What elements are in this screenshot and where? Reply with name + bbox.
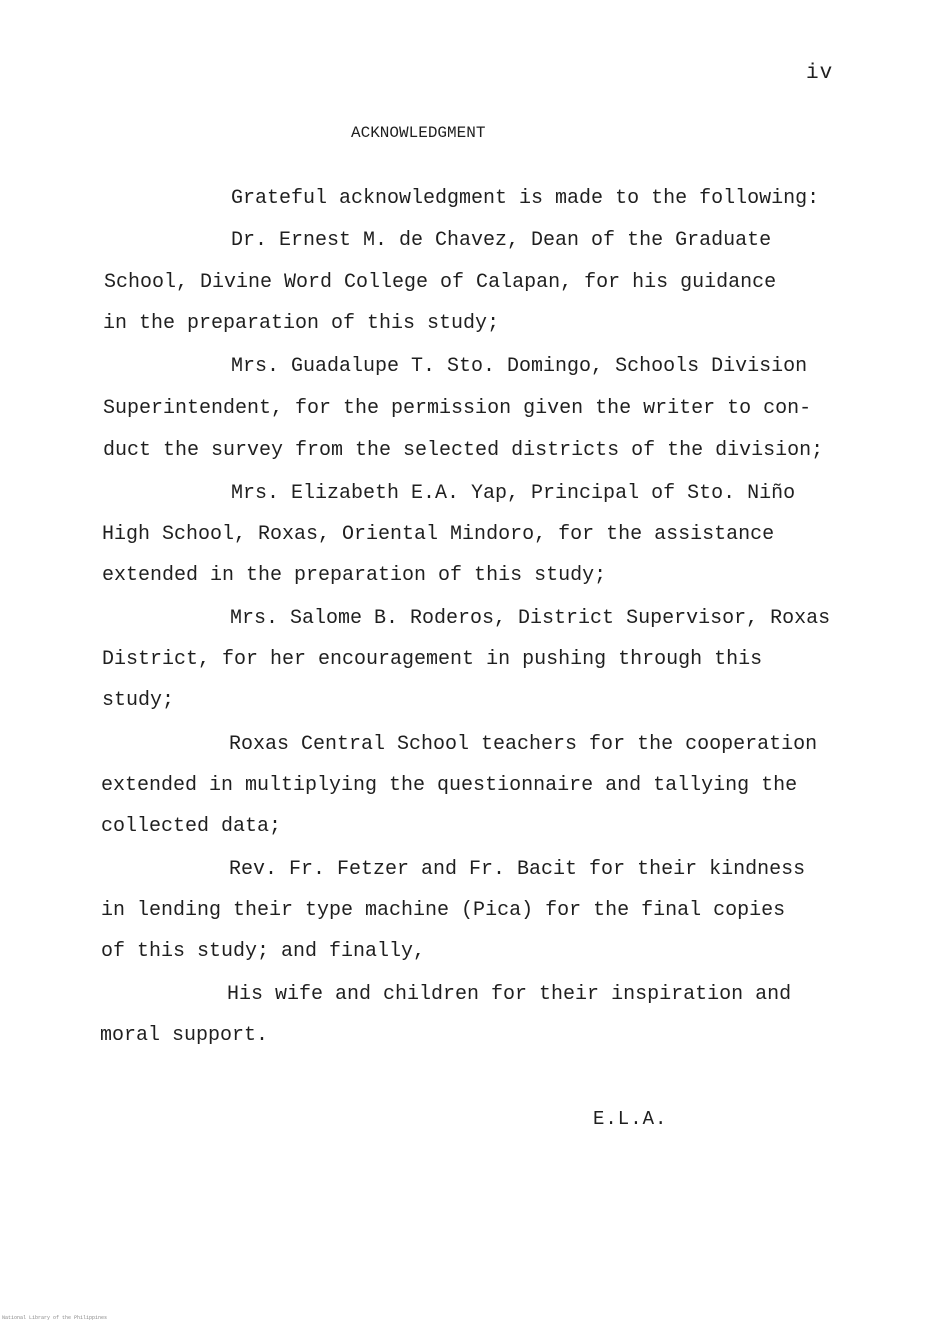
text-line: Mrs. Elizabeth E.A. Yap, Principal of Sto. Niño [231,482,796,505]
text-line: Rev. Fr. Fetzer and Fr. Bacit for their kindness [229,858,806,881]
text-line: Mrs. Salome B. Roderos, District Supervisor, Roxas [230,607,831,630]
page-title: ACKNOWLEDGMENT [351,124,486,142]
text-line: extended in multiplying the questionnaire and tallying the [101,774,798,797]
text-line: in lending their type machine (Pica) for the final copies [101,899,786,922]
page-number: iv [806,62,834,85]
text-line: collected data; [101,815,282,838]
text-line: School, Divine Word College of Calapan, for his guidance [104,271,777,294]
text-line: His wife and children for their inspiration and [227,983,792,1006]
text-line: Dr. Ernest M. de Chavez, Dean of the Graduate [231,229,772,252]
footer-note: National Library of the Philippines [2,1315,108,1321]
signature-initials: E.L.A. [593,1108,668,1130]
text-line: duct the survey from the selected districts of the division; [103,439,824,462]
text-line: moral support. [100,1024,269,1047]
text-line: in the preparation of this study; [103,312,500,335]
text-line: Mrs. Guadalupe T. Sto. Domingo, Schools Division [231,355,808,378]
text-line: District, for her encouragement in pushing through this [102,648,763,671]
text-line: Grateful acknowledgment is made to the following: [231,187,820,210]
text-line: Roxas Central School teachers for the cooperation [229,733,818,756]
text-line: High School, Roxas, Oriental Mindoro, for the assistance [102,523,775,546]
text-line: study; [102,689,175,712]
text-line: Superintendent, for the permission given the writer to con- [103,397,812,420]
text-line: of this study; and finally, [101,940,426,963]
text-line: extended in the preparation of this study; [102,564,607,587]
